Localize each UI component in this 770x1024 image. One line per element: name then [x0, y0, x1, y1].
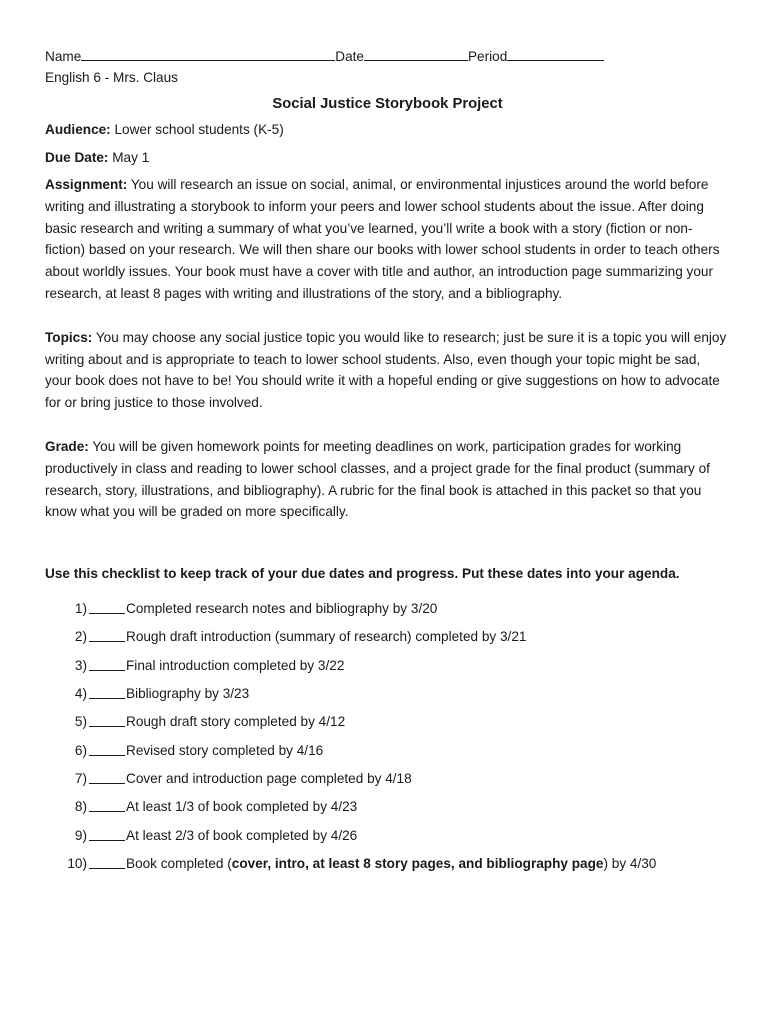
checkoff-blank	[89, 684, 125, 699]
date-label: Date	[335, 49, 364, 64]
item-text-end: ) by 4/30	[603, 855, 657, 871]
checklist-number: 2)	[74, 629, 87, 645]
grade-label: Grade:	[45, 438, 89, 454]
name-blank	[81, 46, 335, 61]
audience-label: Audience:	[45, 122, 111, 137]
checklist-item-text: Completed research notes and bibliography by 3/20	[126, 601, 438, 617]
audience-value: Lower school students (K-5)	[114, 122, 284, 137]
name-label: Name	[45, 49, 82, 64]
due-date-label: Due Date:	[45, 150, 109, 165]
document-page	[45, 46, 730, 882]
checkoff-blank	[89, 826, 125, 841]
checklist-heading: Use this checklist to keep track of your due dates and progress. Put these dates into your agenda.	[45, 566, 680, 582]
checklist-item-text: Revised story completed by 4/16	[126, 742, 324, 758]
checkoff-blank	[89, 627, 125, 642]
checklist-number: 1)	[74, 601, 87, 617]
due-date-field	[45, 148, 730, 168]
checklist-item	[45, 712, 730, 740]
checklist-number: 10)	[67, 855, 87, 871]
checklist-number: 8)	[74, 799, 87, 815]
checklist-item	[45, 627, 730, 655]
checklist-item	[45, 769, 730, 797]
checklist-item	[45, 826, 730, 854]
assignment-paragraph	[45, 174, 730, 305]
item-text-start: Book completed (	[126, 855, 232, 871]
topics-paragraph	[45, 327, 730, 414]
checklist-number: 4)	[74, 686, 87, 702]
checkoff-blank	[89, 741, 125, 756]
date-blank	[364, 46, 468, 61]
checklist-number: 5)	[74, 714, 87, 730]
checklist-item	[45, 599, 730, 627]
grade-text: You will be given homework points for meeting deadlines on work, participation grades for working productively in class and reading to lower school classes, and a project grade for the final product (summary of research, story, illustrations, and bibliography). A rubric for the final book is attached in this packet so that you know what you will be graded on more specifically.	[45, 438, 710, 520]
audience-field	[45, 120, 730, 140]
checklist-item	[45, 656, 730, 684]
period-blank	[507, 46, 604, 61]
checklist-item-text: At least 1/3 of book completed by 4/23	[126, 799, 358, 815]
due-date-value: May 1	[112, 150, 150, 165]
checklist-number: 9)	[74, 827, 87, 843]
checkoff-blank	[89, 712, 125, 727]
student-info-line	[45, 46, 730, 66]
checkoff-blank	[89, 656, 125, 671]
checklist-item-text: Cover and introduction page completed by 4/18	[126, 770, 412, 786]
checklist-item	[45, 741, 730, 769]
topics-label: Topics:	[45, 329, 93, 345]
class-line: English 6 - Mrs. Claus	[45, 70, 178, 85]
checklist-item	[45, 684, 730, 712]
checklist-item-text: Rough draft story completed by 4/12	[126, 714, 346, 730]
checklist-item-text: Final introduction completed by 3/22	[126, 657, 345, 673]
checkoff-blank	[89, 797, 125, 812]
checklist-item-text: Bibliography by 3/23	[126, 686, 250, 702]
item-text-bold: cover, intro, at least 8 story pages, and bibliography page	[231, 855, 604, 871]
checklist	[45, 599, 730, 882]
assignment-label: Assignment:	[45, 177, 128, 192]
checklist-number: 7)	[74, 770, 87, 786]
checklist-item	[45, 797, 730, 825]
checklist-item-text: Rough draft introduction (summary of research) completed by 3/21	[126, 629, 527, 645]
checklist-number: 3)	[74, 657, 87, 673]
period-label: Period	[467, 49, 508, 64]
document-title: Social Justice Storybook Project	[272, 96, 503, 112]
topics-text: You may choose any social justice topic you would like to research; just be sure it is a topic you will enjoy writing about and is appropriate to teach to lower school students. Also, even though your topic might be sad, your book does not have to be! You should write it with a hopeful ending or give suggestions on how to advocate for or bring justice to those involved.	[45, 329, 727, 411]
assignment-text: You will research an issue on social, animal, or environmental injustices around the world before writing and illustrating a storybook to inform your peers and lower school students about the issue. After doing basic research and writing a summary of what you’ve learned, you’ll write a book with a story (fiction or non-fiction) based on your research. We will then share our books with lower school students in order to teach others about worldly issues. Your book must have a cover with title and author, an introduction page summarizing your research, at least 8 pages with writing and illustrations of the story, and a bibliography.	[45, 177, 720, 301]
checklist-item-text	[126, 854, 656, 874]
checklist-item	[45, 854, 730, 882]
checkoff-blank	[89, 769, 125, 784]
grade-paragraph	[45, 436, 730, 523]
checklist-item-text: At least 2/3 of book completed by 4/26	[126, 827, 358, 843]
checklist-number: 6)	[74, 742, 87, 758]
checkoff-blank	[89, 854, 125, 869]
checkoff-blank	[89, 599, 125, 614]
